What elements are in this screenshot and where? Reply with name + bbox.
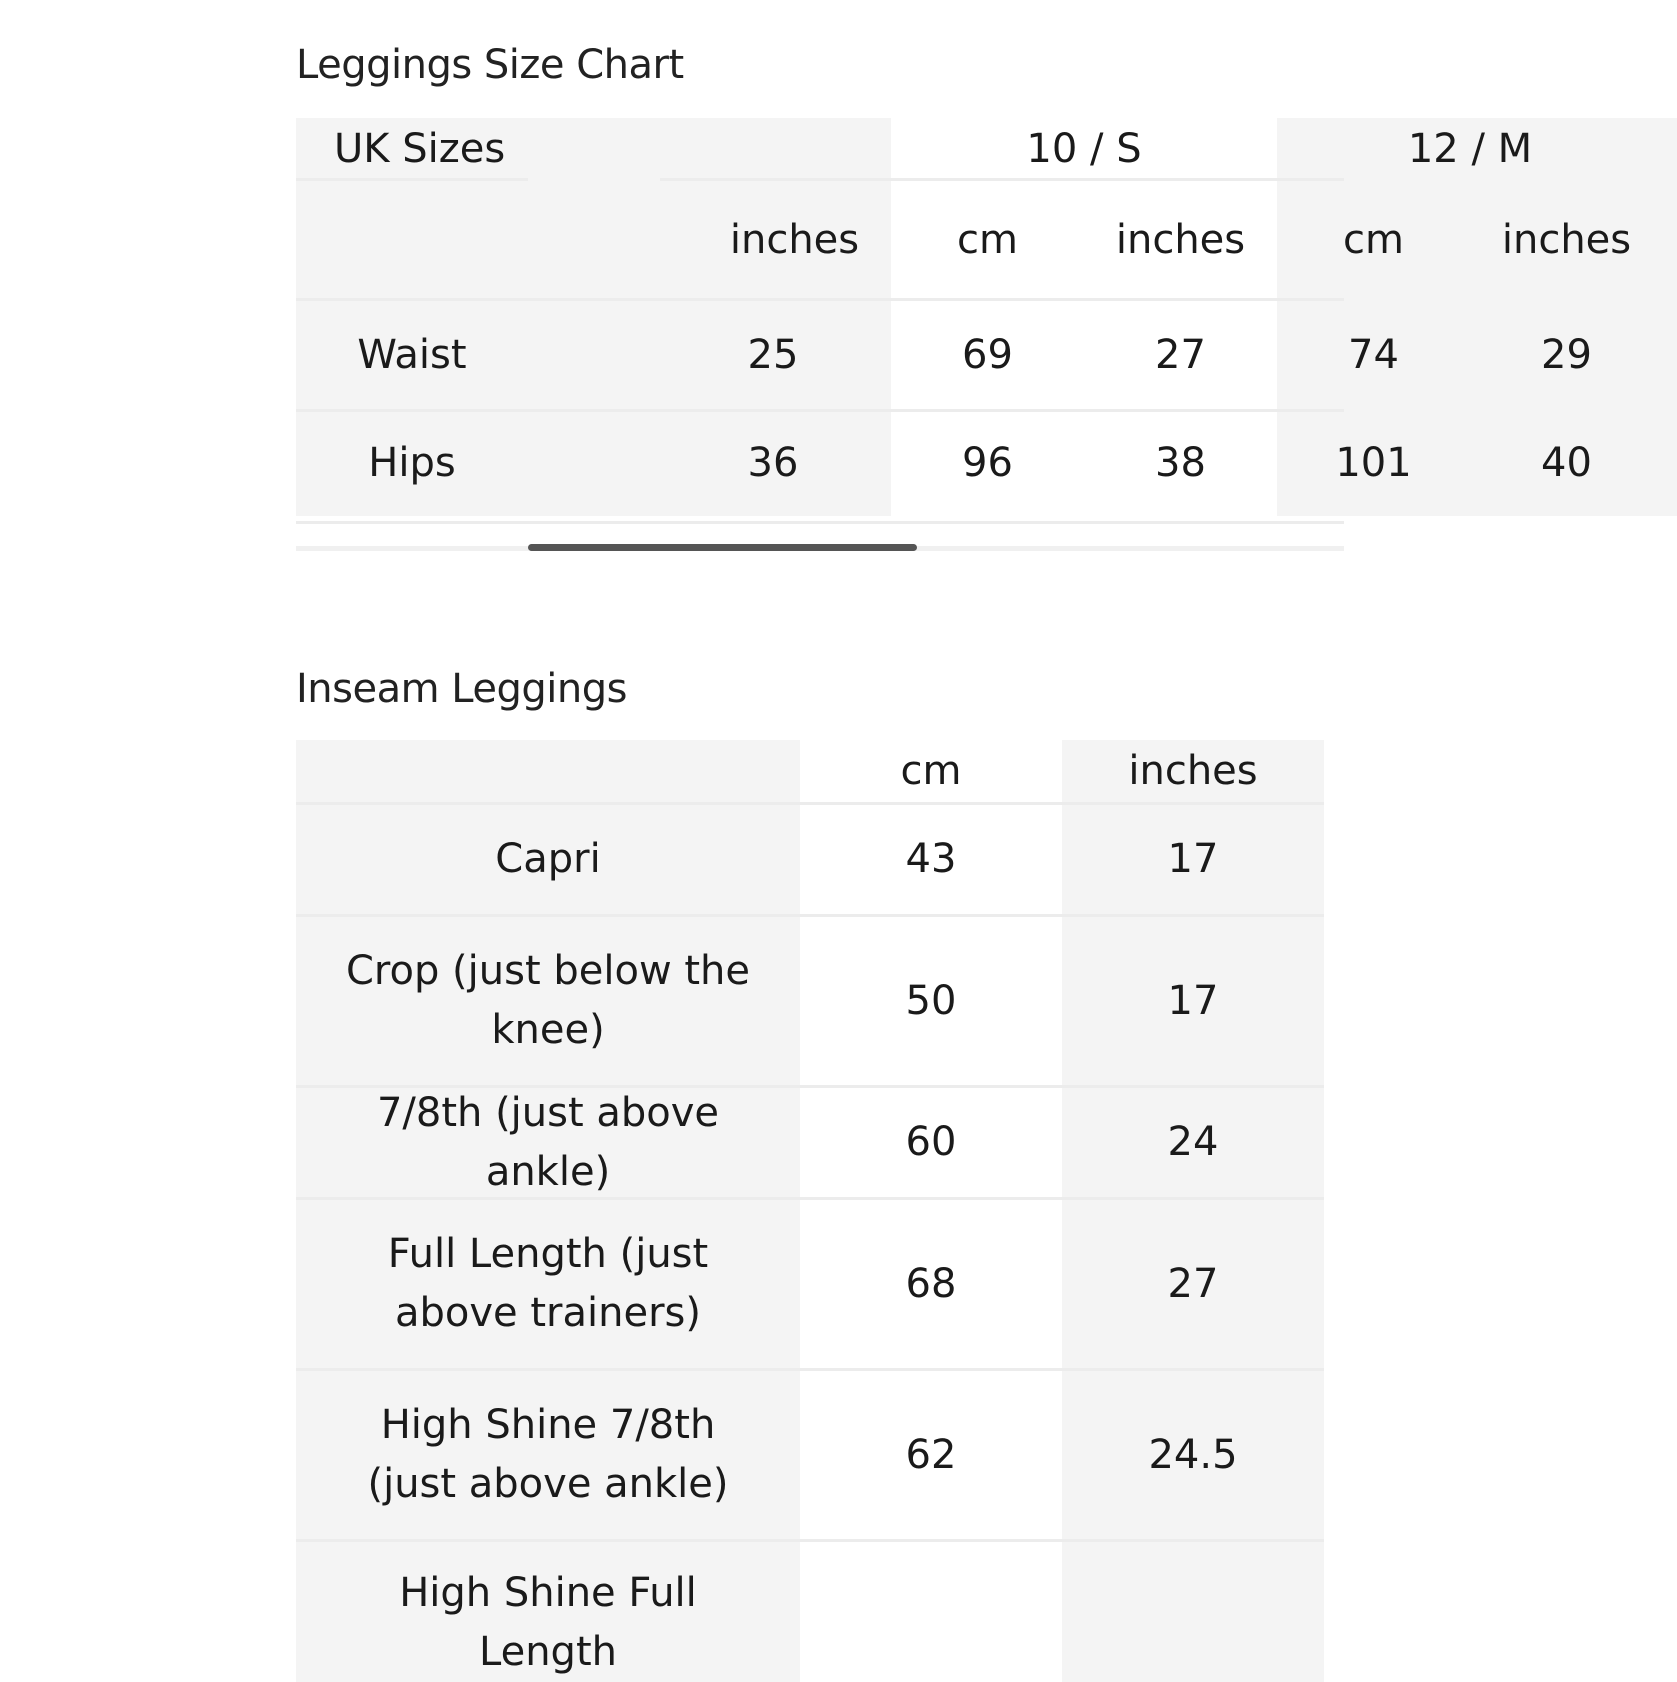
column-header-cm: cm: [800, 740, 1062, 802]
unit-header: cm: [957, 217, 1018, 263]
table-cell: 36: [747, 440, 799, 486]
row-divider: [296, 521, 1344, 524]
table-cell: 101: [1335, 440, 1412, 486]
inches-value: [1062, 1542, 1324, 1682]
inches-value: 17: [1062, 917, 1324, 1085]
cm-value: [800, 1542, 1062, 1682]
row-label: High Shine Full Length: [296, 1542, 800, 1682]
table-row: [296, 805, 1324, 917]
row-label-waist: Waist: [357, 332, 467, 378]
unit-header: inches: [1115, 217, 1246, 263]
cm-value: 62: [800, 1371, 1062, 1539]
inches-value: 24.5: [1062, 1371, 1324, 1539]
row-label: Capri: [296, 805, 800, 914]
table-cell: 38: [1155, 440, 1206, 486]
inches-value: 17: [1062, 805, 1324, 914]
unit-header: inches: [1501, 217, 1632, 263]
cm-value: 60: [800, 1088, 1062, 1197]
inches-value: 24: [1062, 1088, 1324, 1197]
size-chart-title: Leggings Size Chart: [296, 42, 684, 88]
cm-value: 50: [800, 917, 1062, 1085]
horizontal-scrollbar-thumb[interactable]: [528, 544, 917, 551]
row-divider: [296, 178, 528, 181]
row-label: High Shine 7/8th (just above ankle): [296, 1371, 800, 1539]
row-label: Crop (just below the knee): [296, 917, 800, 1085]
table-header-row: [296, 740, 1324, 805]
inseam-table: [296, 740, 1324, 1682]
unit-header: inches: [729, 217, 860, 263]
table-cell: 29: [1541, 332, 1592, 378]
row-label-hips: Hips: [368, 440, 456, 486]
table-cell: 69: [962, 332, 1013, 378]
table-row: [296, 1542, 1324, 1682]
table-row: [296, 1371, 1324, 1542]
cm-value: 43: [800, 805, 1062, 914]
size-header-10-s: 10 / S: [1026, 126, 1142, 172]
size-chart-table[interactable]: [296, 118, 1632, 516]
table-cell: 25: [747, 332, 799, 378]
table-row: [296, 1200, 1324, 1371]
column-header: [296, 740, 800, 802]
table-cell: 74: [1348, 332, 1399, 378]
table-cell: 96: [962, 440, 1013, 486]
table-row: [296, 1088, 1324, 1200]
table-row: [296, 917, 1324, 1088]
column-header-inches: inches: [1062, 740, 1324, 802]
inches-value: 27: [1062, 1200, 1324, 1368]
unit-header: cm: [1343, 217, 1404, 263]
cm-value: 68: [800, 1200, 1062, 1368]
size-header-12-m: 12 / M: [1407, 126, 1533, 172]
row-divider: [296, 409, 1344, 412]
table-cell: 27: [1155, 332, 1206, 378]
row-label: 7/8th (just above ankle): [296, 1088, 800, 1197]
inseam-title: Inseam Leggings: [296, 666, 627, 712]
row-divider: [296, 298, 1344, 301]
uk-sizes-header: UK Sizes: [334, 126, 506, 172]
row-divider: [660, 178, 1344, 181]
table-cell: 40: [1541, 440, 1592, 486]
row-label: Full Length (just above trainers): [296, 1200, 800, 1368]
